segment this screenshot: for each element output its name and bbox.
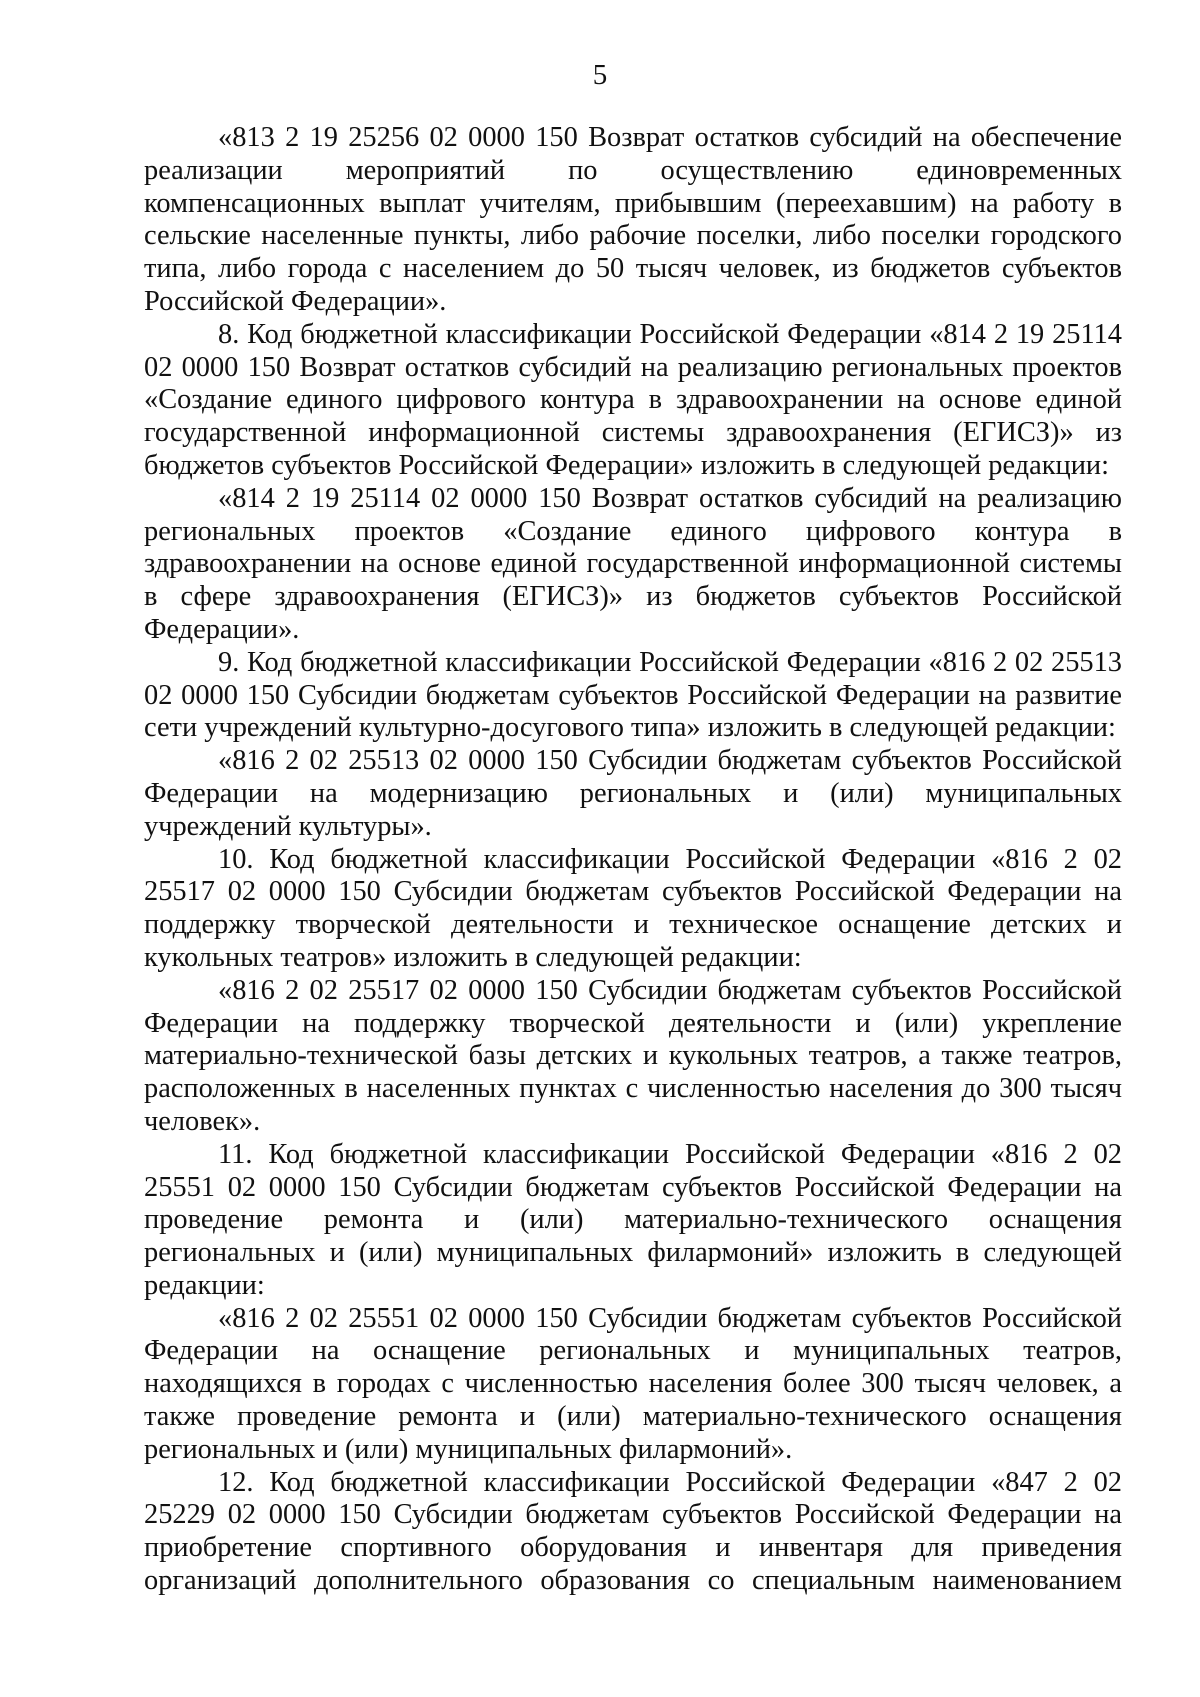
paragraph-item-8: 8. Код бюджетной классификации Российской Федерации «814 2 19 25114 02 0000 150 Возврат остатков субсидий на реализацию региональных проектов «Создание единого цифрового контура в здравоохранении на основе единой государственной информационной системы здравоохранения (ЕГИСЗ)» из бюджетов субъектов Российской Федерации» изложить в следующей редакции: — [144, 318, 1122, 481]
paragraph-814-code: «814 2 19 25114 02 0000 150 Возврат остатков субсидий на реализацию региональных проектов «Создание единого цифрового контура в здравоохранении на основе единой государственной информационной системы в сфере здравоохранения (ЕГИСЗ)» из бюджетов субъектов Российской Федерации». — [144, 482, 1122, 645]
page-number: 5 — [592, 59, 608, 91]
paragraph-item-10: 10. Код бюджетной классификации Российской Федерации «816 2 02 25517 02 0000 150 Субсидии бюджетам субъектов Российской Федерации на поддержку творческой деятельности и техническое оснащение детских и кукольных театров» изложить в следующей редакции: — [144, 843, 1122, 973]
paragraph-item-12: 12. Код бюджетной классификации Российской Федерации «847 2 02 25229 02 0000 150 Субсидии бюджетам субъектов Российской Федерации на приобретение спортивного оборудования и инвентаря для приведения организаций дополнительного образования со специальным наименованием — [144, 1466, 1122, 1597]
paragraph-item-11: 11. Код бюджетной классификации Российской Федерации «816 2 02 25551 02 0000 150 Субсидии бюджетам субъектов Российской Федерации на проведение ремонта и (или) материально-технического оснащения региональных и (или) муниципальных филармоний» изложить в следующей редакции: — [144, 1138, 1122, 1301]
paragraph-816-25551-code: «816 2 02 25551 02 0000 150 Субсидии бюджетам субъектов Российской Федерации на оснащение региональных и муниципальных театров, находящихся в городах с численностью населения более 300 тысяч человек, а также проведение ремонта и (или) материально-технического оснащения региональных и (или) муниципальных филармоний». — [144, 1302, 1122, 1465]
paragraph-item-9: 9. Код бюджетной классификации Российской Федерации «816 2 02 25513 02 0000 150 Субсидии бюджетам субъектов Российской Федерации на развитие сети учреждений культурно-досугового типа» изложить в следующей редакции: — [144, 646, 1122, 744]
paragraph-813-code: «813 2 19 25256 02 0000 150 Возврат остатков субсидий на обеспечение реализации мероприятий по осуществлению единовременных компенсационных выплат учителям, прибывшим (переехавшим) на работу в сельские населенные пункты, либо рабочие поселки, либо поселки городского типа, либо города с населением до 50 тысяч человек, из бюджетов субъектов Российской Федерации». — [144, 122, 1122, 317]
paragraph-816-25517-code: «816 2 02 25517 02 0000 150 Субсидии бюджетам субъектов Российской Федерации на поддержку творческой деятельности и (или) укрепление материально-технической базы детских и кукольных театров, а также театров, расположенных в населенных пунктах с численностью населения до 300 тысяч человек». — [144, 974, 1122, 1137]
document-body — [144, 122, 1122, 1598]
paragraph-816-25513-code: «816 2 02 25513 02 0000 150 Субсидии бюджетам субъектов Российской Федерации на модернизацию региональных и (или) муниципальных учреждений культуры». — [144, 745, 1122, 842]
